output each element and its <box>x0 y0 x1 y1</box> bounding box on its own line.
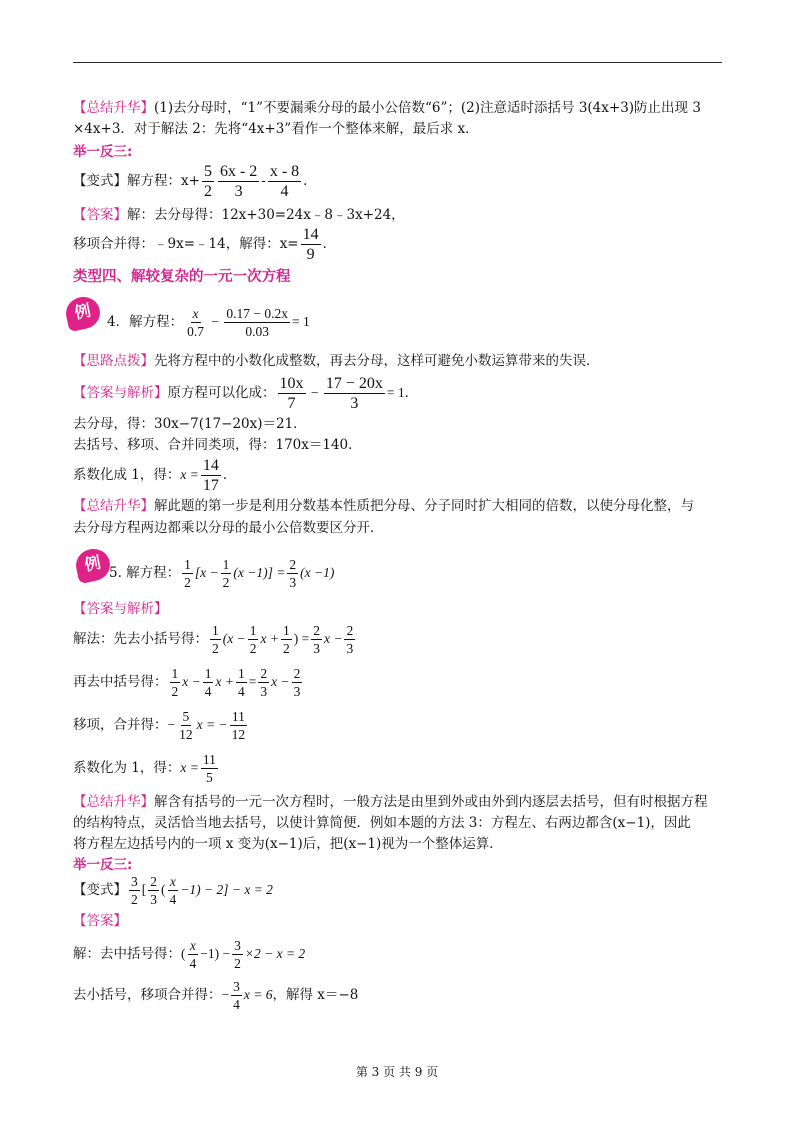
eq-part: (x −1)] = <box>233 565 286 580</box>
fraction: $\frac{2}{3}$ <box>313 623 320 656</box>
summary-line-2: ×4x+3．对于解法 2：先将“4x+3”看作一个整体来解，最后求 x． <box>73 121 479 137</box>
fraction-10x-over-7: $\frac{10x}{7}$ <box>279 375 304 412</box>
fraction: $\frac{1}{2}$ <box>212 623 219 656</box>
fraction-11-12: $\frac{11}{12}$ <box>231 709 246 742</box>
fraction: $\frac{2}{3}$ <box>346 623 354 656</box>
fraction: $\frac{1}{4}$ <box>204 666 212 699</box>
example5-step4 <box>73 750 220 786</box>
eq-part: x − <box>271 674 290 689</box>
fraction: $\frac{1}{4}$ <box>237 666 245 699</box>
fraction: $\frac{1}{2}$ <box>249 623 257 656</box>
example4-step3 <box>73 456 236 495</box>
example5-step1 <box>73 621 357 657</box>
example5-label: 5. 解方程： <box>109 565 181 581</box>
fraction-x-over-0.7: $\frac{x}{0.7}$ <box>187 306 204 339</box>
summary-tag: 【总结升华】 <box>73 498 154 514</box>
answer-text-2: 移项合并得：﹣9x=﹣14，解得：x= <box>73 236 299 252</box>
variant-tag: 【变式】 <box>73 882 127 898</box>
summary-text: 解此题的第一步是利用分数基本性质把分母、分子同时扩大相同的倍数，以使分母化整，与 <box>154 498 694 514</box>
eq-part: x − <box>182 674 201 689</box>
fraction-3-2: $\frac{3}{2}$ <box>131 874 138 907</box>
fraction-17-20x-over-3: $\frac{17 - 20x}{3}$ <box>325 375 383 412</box>
minus-sign: - <box>261 173 266 189</box>
eq-part: x = − <box>196 717 228 732</box>
fraction-1-2: $\frac{1}{2}$ <box>222 557 230 590</box>
step-pre: 解：去中括号得： <box>73 946 181 962</box>
fraction-2-3: $\frac{2}{3}$ <box>289 557 297 590</box>
solution-tag: 【答案与解析】 <box>73 385 168 401</box>
answer-tag: 【答案】 <box>73 913 127 929</box>
example-badge: 例 <box>63 294 103 332</box>
practice-heading: 举一反三: <box>73 144 133 160</box>
fraction-1-2: $\frac{1}{2}$ <box>184 557 191 590</box>
example5-summary-3: 将方程左边括号内的一项 x 变为(x−1)后，把(x−1)视为一个整体运算． <box>73 836 503 852</box>
solution-rhs: = 1． <box>386 385 419 400</box>
step3-end: ． <box>222 467 237 483</box>
step-pre: 移项，合并得： <box>73 717 168 733</box>
example4-label: 4．解方程： <box>107 314 184 330</box>
summary-text-1: (1)去分母时，“1”不要漏乘分母的最小公倍数“6”；(2)注意适时添括号 3(4x+3)防止出现 3 <box>154 100 701 116</box>
eq-part: x − <box>323 631 343 646</box>
eq-part: x + <box>215 674 234 689</box>
example5-step2 <box>73 664 304 700</box>
example5-equation <box>109 555 334 591</box>
fraction-x-4: $\frac{x}{4}$ <box>189 938 197 971</box>
eq-part: ) = <box>293 631 310 646</box>
header-rule <box>73 62 722 63</box>
solution-tag: 【答案与解析】 <box>73 601 168 617</box>
fraction-14-9: $\frac{14}{9}$ <box>302 226 319 263</box>
fraction-5-2: $\frac{5}{2}$ <box>203 163 212 200</box>
fraction: $\frac{1}{2}$ <box>171 666 179 699</box>
fraction: $\frac{2}{3}$ <box>260 666 268 699</box>
fraction-11-5: $\frac{11}{5}$ <box>202 752 216 785</box>
page-footer: 第 3 页 共 9 页 <box>355 1065 439 1079</box>
eq-part: −1) − <box>200 946 231 961</box>
minus-sign: − <box>167 717 176 732</box>
summary-tag: 【总结升华】 <box>73 794 154 810</box>
step-pre: 再去中括号得： <box>73 674 168 690</box>
variant-pre: 解方程：x+ <box>127 173 200 189</box>
variant2-equation <box>73 872 273 908</box>
hint-tag: 【思路点拨】 <box>73 353 154 369</box>
answer-line-1 <box>73 206 405 224</box>
fraction-3-4: $\frac{3}{4}$ <box>233 979 240 1012</box>
fraction: $\frac{2}{3}$ <box>293 666 301 699</box>
fraction-14-17: $\frac{14}{17}$ <box>202 457 219 494</box>
answer-end: ． <box>322 236 337 252</box>
step3-var: x = <box>180 467 199 482</box>
fraction-0.17-0.2x-over-0.03: $\frac{0.17 - 0.2x}{0.03}$ <box>226 306 288 339</box>
end-dot: ． <box>303 173 317 189</box>
hint-line <box>73 352 600 370</box>
hint-text: 先将方程中的小数化成整数，再去分母，这样可避免小数运算带来的失误． <box>154 353 600 369</box>
section-title-type4: 类型四、解较复杂的一元一次方程 <box>73 269 291 285</box>
example4-rhs: = 1 <box>291 314 310 329</box>
eq-part: −1) − 2] − x = 2 <box>180 882 273 897</box>
step-pre: 系数化为 1，得： <box>73 760 181 776</box>
fraction-5-12: $\frac{5}{12}$ <box>179 709 193 742</box>
example4-step1: 去分母，得：30x−7(17−20x)＝21． <box>73 416 307 432</box>
example4-solution: 【答案与解析】原方程可以化成： $\frac{10x}{7}$ − $\frac{17 - 20x}{3}$ = 1． <box>73 375 419 412</box>
eq-part: ( <box>161 882 166 897</box>
fraction-x-8-over-4: $\frac{x - 8}{4}$ <box>269 163 300 200</box>
step-pre: 去小括号，移项合并得： <box>73 987 222 1003</box>
eq-part: ( <box>181 946 186 961</box>
step3-pre: 系数化成 1，得： <box>73 467 181 483</box>
example4-equation: 4．解方程： $\frac{x}{0.7}$ − $\frac{0.17 - 0.2x}{0.03}$ = 1 <box>107 306 310 339</box>
variant-tag: 【变式】 <box>73 173 127 189</box>
example4-summary-2: 去分母方程两边都乘以分母的最小公倍数要区分开． <box>73 520 384 536</box>
minus-sign: − <box>221 987 230 1002</box>
fraction-x-4: $\frac{x}{4}$ <box>169 874 177 907</box>
eq-part: (x − <box>222 631 246 646</box>
step-pre: 解法：先去小括号得： <box>73 631 208 647</box>
answer-text-1: 解：去分母得：12x+30=24x﹣8﹣3x+24， <box>127 207 405 223</box>
eq-part: x = <box>180 760 199 775</box>
summary-line-1 <box>73 99 701 117</box>
eq-part: [x − <box>194 565 219 580</box>
solution-pre: 原方程可以化成： <box>167 385 276 401</box>
fraction: $\frac{1}{2}$ <box>282 623 290 656</box>
variant2-answer-tag <box>73 912 127 930</box>
example5-summary-1 <box>73 793 708 811</box>
eq-part: x = 6 <box>243 987 273 1002</box>
example5-summary-2: 的结构特点，灵活恰当地去括号，以使计算简便．例如本题的方法 3：方程左、右两边都含(x−1)，因此 <box>73 815 691 831</box>
eq-part: [ <box>141 882 147 897</box>
example4-step2: 去括号、移项、合并同类项，得：170x＝140． <box>73 437 362 453</box>
fraction-2-3: $\frac{2}{3}$ <box>150 874 157 907</box>
eq-part: = <box>248 674 257 689</box>
example5-step3 <box>73 707 249 743</box>
eq-part: x + <box>260 631 279 646</box>
variant-equation <box>73 162 317 201</box>
answer-line-2 <box>73 225 336 264</box>
fraction-3-2: $\frac{3}{2}$ <box>234 938 241 971</box>
example4-summary-1 <box>73 497 694 515</box>
practice-heading: 举一反三: <box>73 857 133 873</box>
example5-solution-tag <box>73 600 168 618</box>
eq-part: ×2 − x = 2 <box>244 946 306 961</box>
result-text: ，解得 x＝−8 <box>272 987 359 1003</box>
answer-tag: 【答案】 <box>73 207 127 223</box>
summary-tag: 【总结升华】 <box>73 100 154 116</box>
summary-text: 解含有括号的一元一次方程时，一般方法是由里到外或由外到内逐层去括号，但有时根据方程 <box>154 794 708 810</box>
example-badge: 例 <box>73 546 113 584</box>
variant2-step1 <box>73 936 305 972</box>
eq-part: (x −1) <box>300 565 335 580</box>
variant2-step2 <box>73 977 358 1013</box>
fraction-6x-2-over-3: $\frac{6x - 2}{3}$ <box>219 163 258 200</box>
